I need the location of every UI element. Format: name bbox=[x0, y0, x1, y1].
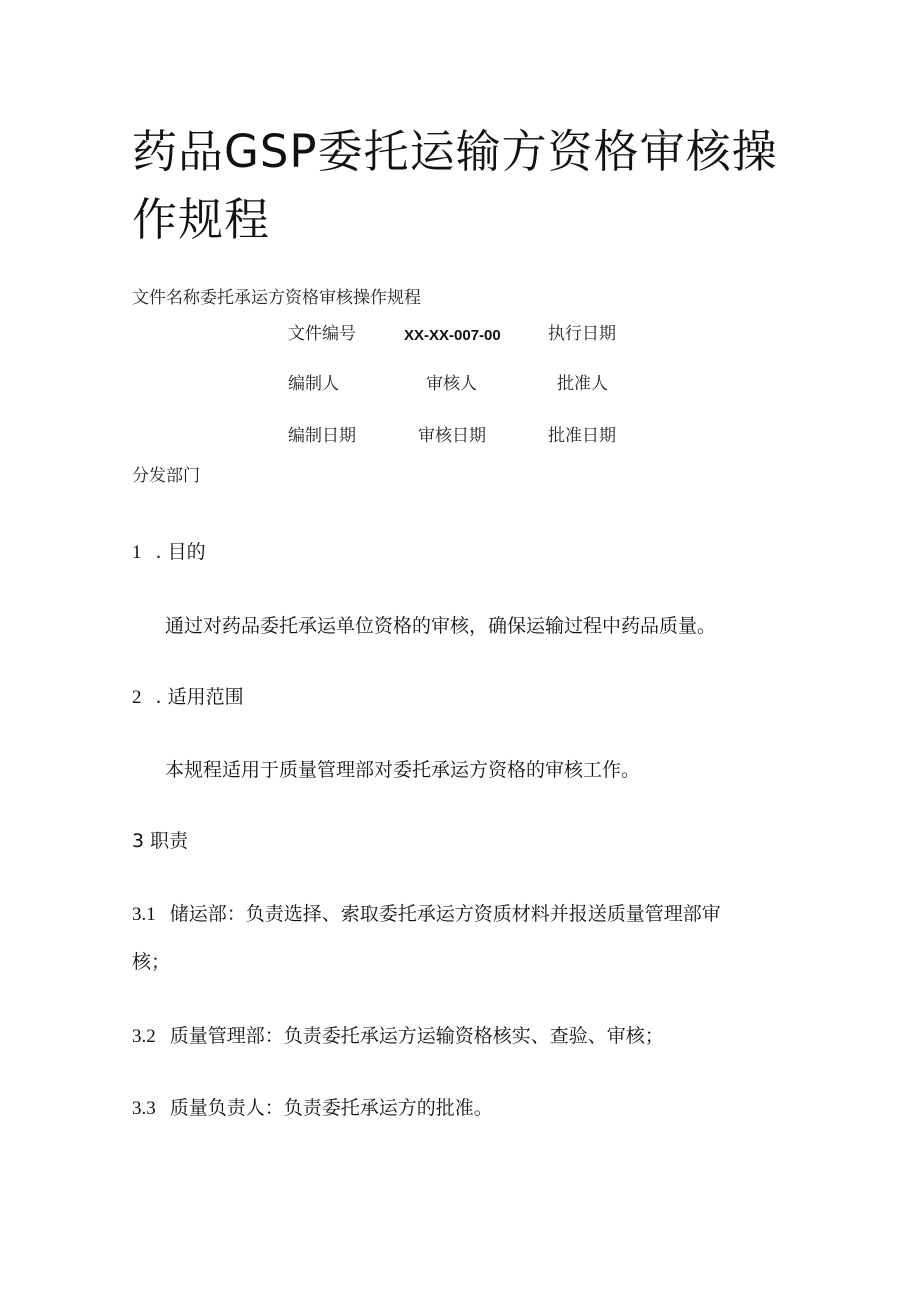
section-title: . 适用范围 bbox=[155, 686, 244, 708]
approve-date-label: 批准日期 bbox=[548, 426, 616, 446]
duty-number: 3.3 bbox=[132, 1098, 156, 1119]
document-title: 药品GSP委托运输方资格审核操作规程 bbox=[132, 125, 778, 246]
section-title: . 目的 bbox=[155, 541, 206, 563]
reviewer-label: 审核人 bbox=[426, 374, 477, 394]
file-no-label: 文件编号 bbox=[288, 324, 356, 344]
section-number: 2 bbox=[132, 687, 142, 708]
duty-number: 3.1 bbox=[132, 904, 156, 925]
section-scope-text: 本规程适用于质量管理部对委托承运方资格的审核工作。 bbox=[165, 759, 641, 781]
duty-text: 储运部：负责选择、索取委托承运方资质材料并报送质量管理部审 bbox=[169, 903, 721, 925]
duty-item bbox=[132, 1096, 493, 1121]
exec-date-label: 执行日期 bbox=[548, 324, 616, 344]
file-name-line: 文件名称委托承运方资格审核操作规程 bbox=[132, 288, 421, 308]
approver-label: 批准人 bbox=[557, 374, 608, 394]
section-duties-heading: 3 职责 bbox=[132, 830, 189, 852]
section-purpose-text: 通过对药品委托承运单位资格的审核，确保运输过程中药品质量。 bbox=[165, 615, 717, 637]
duty-text: 质量负责人：负责委托承运方的批准。 bbox=[169, 1097, 493, 1119]
section-number: 1 bbox=[132, 542, 142, 563]
distribution-label: 分发部门 bbox=[132, 466, 200, 486]
author-label: 编制人 bbox=[288, 374, 339, 394]
author-date-label: 编制日期 bbox=[288, 426, 356, 446]
duty-text: 质量管理部：负责委托承运方运输资格核实、查验、审核； bbox=[169, 1025, 664, 1047]
duty-item bbox=[132, 1024, 664, 1049]
section-purpose-heading bbox=[132, 540, 206, 565]
duty-number: 3.2 bbox=[132, 1026, 156, 1047]
duty-item-continuation: 核； bbox=[132, 951, 171, 973]
review-date-label: 审核日期 bbox=[418, 426, 486, 446]
section-scope-heading bbox=[132, 685, 244, 710]
duty-item bbox=[132, 902, 721, 927]
file-no-value: XX-XX-007-00 bbox=[404, 327, 501, 344]
